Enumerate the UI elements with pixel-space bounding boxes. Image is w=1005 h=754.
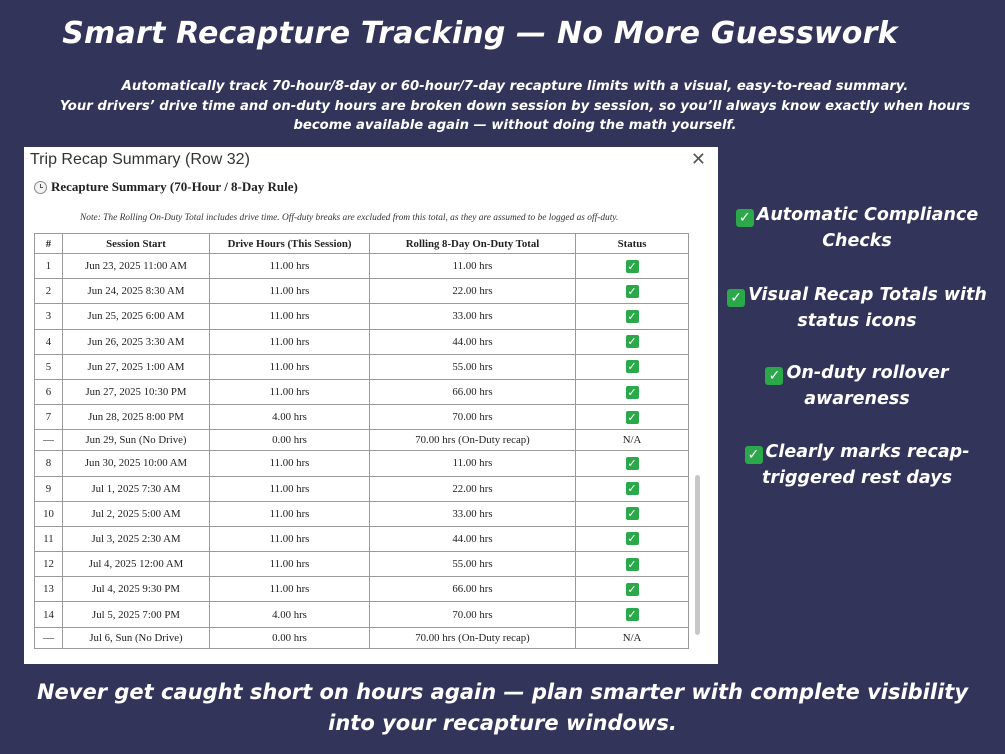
table-row bbox=[35, 552, 689, 577]
cell-status bbox=[576, 526, 689, 551]
table-row bbox=[35, 304, 689, 329]
check-icon: ✓ bbox=[727, 289, 745, 307]
cell-start: Jul 3, 2025 2:30 AM bbox=[63, 526, 210, 551]
cell-num: — bbox=[35, 430, 63, 451]
cell-start: Jul 4, 2025 9:30 PM bbox=[63, 577, 210, 602]
cell-status bbox=[576, 329, 689, 354]
recap-note: Note: The Rolling On-Duty Total includes drive time. Off-duty breaks are excluded from this total, as they are assumed to be logged as off-duty. bbox=[80, 213, 619, 223]
cell-total: 22.00 hrs bbox=[370, 279, 576, 304]
recap-heading-text: Recapture Summary (70-Hour / 8-Day Rule) bbox=[51, 179, 298, 194]
cell-num: 5 bbox=[35, 354, 63, 379]
check-icon: ✓ bbox=[627, 582, 637, 596]
cell-start: Jul 6, Sun (No Drive) bbox=[63, 627, 210, 648]
scroll-thumb[interactable] bbox=[695, 475, 700, 635]
feature-text: triggered rest days bbox=[761, 468, 953, 488]
cell-num: 2 bbox=[35, 279, 63, 304]
check-icon: ✓ bbox=[745, 446, 763, 464]
table-row bbox=[35, 254, 689, 279]
cell-num: 9 bbox=[35, 476, 63, 501]
recap-heading bbox=[34, 179, 298, 195]
cell-num: 13 bbox=[35, 577, 63, 602]
cell-total: 44.00 hrs bbox=[370, 329, 576, 354]
cell-total: 70.00 hrs bbox=[370, 602, 576, 627]
cell-total: 33.00 hrs bbox=[370, 501, 576, 526]
cell-drive: 11.00 hrs bbox=[210, 476, 370, 501]
cell-status bbox=[576, 279, 689, 304]
cell-num: 1 bbox=[35, 254, 63, 279]
table-row bbox=[35, 451, 689, 476]
check-icon: ✓ bbox=[627, 309, 637, 323]
subtext-line: Your drivers’ drive time and on-duty hours are broken down session by session, so you’ll always know exactly when hours bbox=[59, 98, 971, 114]
column-header: Session Start bbox=[63, 234, 210, 254]
cell-status bbox=[576, 577, 689, 602]
cell-total: 55.00 hrs bbox=[370, 354, 576, 379]
cell-start: Jun 23, 2025 11:00 AM bbox=[63, 254, 210, 279]
cell-status: N/A bbox=[576, 627, 689, 648]
footer-tagline bbox=[0, 677, 1005, 739]
check-icon: ✓ bbox=[627, 532, 637, 546]
cell-total: 44.00 hrs bbox=[370, 526, 576, 551]
table-row bbox=[35, 602, 689, 627]
footer-line: Never get caught short on hours again — plan smarter with complete visibility bbox=[36, 680, 969, 704]
cell-start: Jun 28, 2025 8:00 PM bbox=[63, 405, 210, 430]
check-icon: ✓ bbox=[627, 385, 637, 399]
subtext bbox=[0, 77, 1005, 136]
table-row bbox=[35, 405, 689, 430]
cell-status bbox=[576, 501, 689, 526]
cell-drive: 11.00 hrs bbox=[210, 577, 370, 602]
table-row bbox=[35, 577, 689, 602]
cell-status bbox=[576, 476, 689, 501]
cell-status bbox=[576, 354, 689, 379]
table-row bbox=[35, 329, 689, 354]
feature-text: Clearly marks recap- bbox=[765, 442, 970, 462]
cell-start: Jul 5, 2025 7:00 PM bbox=[63, 602, 210, 627]
feature-text: awareness bbox=[804, 389, 910, 409]
cell-drive: 11.00 hrs bbox=[210, 379, 370, 404]
feature-item bbox=[722, 439, 992, 491]
check-icon: ✓ bbox=[627, 284, 637, 298]
cell-num: — bbox=[35, 627, 63, 648]
table-row bbox=[35, 354, 689, 379]
cell-status bbox=[576, 451, 689, 476]
check-icon: ✓ bbox=[627, 557, 637, 571]
feature-text: Visual Recap Totals with bbox=[748, 285, 987, 305]
check-icon: ✓ bbox=[736, 209, 754, 227]
cell-total: 33.00 hrs bbox=[370, 304, 576, 329]
check-icon: ✓ bbox=[627, 608, 637, 622]
cell-drive: 11.00 hrs bbox=[210, 354, 370, 379]
cell-start: Jul 2, 2025 5:00 AM bbox=[63, 501, 210, 526]
cell-status bbox=[576, 552, 689, 577]
cell-num: 6 bbox=[35, 379, 63, 404]
cell-drive: 11.00 hrs bbox=[210, 279, 370, 304]
check-icon: ✓ bbox=[627, 335, 637, 349]
recap-table bbox=[34, 233, 689, 649]
cell-drive: 11.00 hrs bbox=[210, 304, 370, 329]
table-header-row bbox=[35, 234, 689, 254]
headline: Smart Recapture Tracking — No More Guesswork bbox=[62, 16, 898, 51]
table-row bbox=[35, 430, 689, 451]
table-row bbox=[35, 279, 689, 304]
cell-num: 8 bbox=[35, 451, 63, 476]
check-icon: ✓ bbox=[627, 507, 637, 521]
feature-text: On-duty rollover bbox=[786, 363, 949, 383]
table-row bbox=[35, 627, 689, 648]
check-icon: ✓ bbox=[627, 259, 637, 273]
feature-item bbox=[722, 360, 992, 412]
cell-start: Jun 29, Sun (No Drive) bbox=[63, 430, 210, 451]
cell-start: Jun 24, 2025 8:30 AM bbox=[63, 279, 210, 304]
feature-item bbox=[722, 202, 992, 254]
cell-drive: 11.00 hrs bbox=[210, 254, 370, 279]
subtext-line: Automatically track 70-hour/8-day or 60-hour/7-day recapture limits with a visual, easy-to-read summary. bbox=[121, 79, 909, 94]
table-row bbox=[35, 501, 689, 526]
cell-status bbox=[576, 405, 689, 430]
subtext-line: become available again — without doing the math yourself. bbox=[293, 118, 737, 133]
feature-item bbox=[722, 282, 992, 334]
cell-drive: 11.00 hrs bbox=[210, 552, 370, 577]
cell-drive: 4.00 hrs bbox=[210, 602, 370, 627]
cell-status: N/A bbox=[576, 430, 689, 451]
dialog-title: Trip Recap Summary (Row 32) bbox=[30, 151, 250, 168]
cell-num: 4 bbox=[35, 329, 63, 354]
cell-num: 11 bbox=[35, 526, 63, 551]
cell-start: Jun 30, 2025 10:00 AM bbox=[63, 451, 210, 476]
close-icon[interactable]: ✕ bbox=[690, 149, 706, 170]
cell-status bbox=[576, 304, 689, 329]
cell-total: 11.00 hrs bbox=[370, 451, 576, 476]
cell-start: Jun 27, 2025 10:30 PM bbox=[63, 379, 210, 404]
scrollbar[interactable] bbox=[693, 213, 702, 653]
cell-drive: 11.00 hrs bbox=[210, 526, 370, 551]
cell-start: Jul 1, 2025 7:30 AM bbox=[63, 476, 210, 501]
check-icon: ✓ bbox=[627, 360, 637, 374]
cell-start: Jun 27, 2025 1:00 AM bbox=[63, 354, 210, 379]
cell-total: 55.00 hrs bbox=[370, 552, 576, 577]
cell-num: 10 bbox=[35, 501, 63, 526]
cell-drive: 11.00 hrs bbox=[210, 451, 370, 476]
table-row bbox=[35, 476, 689, 501]
check-icon: ✓ bbox=[627, 410, 637, 424]
column-header: Drive Hours (This Session) bbox=[210, 234, 370, 254]
cell-total: 70.00 hrs (On-Duty recap) bbox=[370, 430, 576, 451]
column-header: Status bbox=[576, 234, 689, 254]
cell-drive: 0.00 hrs bbox=[210, 627, 370, 648]
cell-num: 3 bbox=[35, 304, 63, 329]
feature-text: Checks bbox=[822, 231, 892, 251]
cell-drive: 0.00 hrs bbox=[210, 430, 370, 451]
cell-total: 70.00 hrs (On-Duty recap) bbox=[370, 627, 576, 648]
check-icon: ✓ bbox=[627, 482, 637, 496]
dialog-body[interactable] bbox=[32, 177, 702, 657]
cell-num: 12 bbox=[35, 552, 63, 577]
cell-status bbox=[576, 254, 689, 279]
trip-recap-dialog bbox=[24, 147, 718, 664]
footer-line: into your recapture windows. bbox=[328, 711, 677, 735]
cell-start: Jun 26, 2025 3:30 AM bbox=[63, 329, 210, 354]
cell-total: 22.00 hrs bbox=[370, 476, 576, 501]
feature-text: status icons bbox=[797, 311, 917, 331]
cell-total: 11.00 hrs bbox=[370, 254, 576, 279]
cell-status bbox=[576, 602, 689, 627]
cell-total: 66.00 hrs bbox=[370, 379, 576, 404]
check-icon: ✓ bbox=[627, 456, 637, 470]
cell-start: Jul 4, 2025 12:00 AM bbox=[63, 552, 210, 577]
cell-drive: 11.00 hrs bbox=[210, 501, 370, 526]
cell-drive: 4.00 hrs bbox=[210, 405, 370, 430]
cell-total: 66.00 hrs bbox=[370, 577, 576, 602]
cell-num: 7 bbox=[35, 405, 63, 430]
clock-icon bbox=[34, 181, 47, 194]
cell-status bbox=[576, 379, 689, 404]
cell-start: Jun 25, 2025 6:00 AM bbox=[63, 304, 210, 329]
feature-text: Automatic Compliance bbox=[756, 205, 979, 225]
column-header: Rolling 8-Day On-Duty Total bbox=[370, 234, 576, 254]
cell-drive: 11.00 hrs bbox=[210, 329, 370, 354]
table-row bbox=[35, 526, 689, 551]
check-icon: ✓ bbox=[765, 367, 783, 385]
column-header: # bbox=[35, 234, 63, 254]
cell-num: 14 bbox=[35, 602, 63, 627]
table-row bbox=[35, 379, 689, 404]
cell-total: 70.00 hrs bbox=[370, 405, 576, 430]
